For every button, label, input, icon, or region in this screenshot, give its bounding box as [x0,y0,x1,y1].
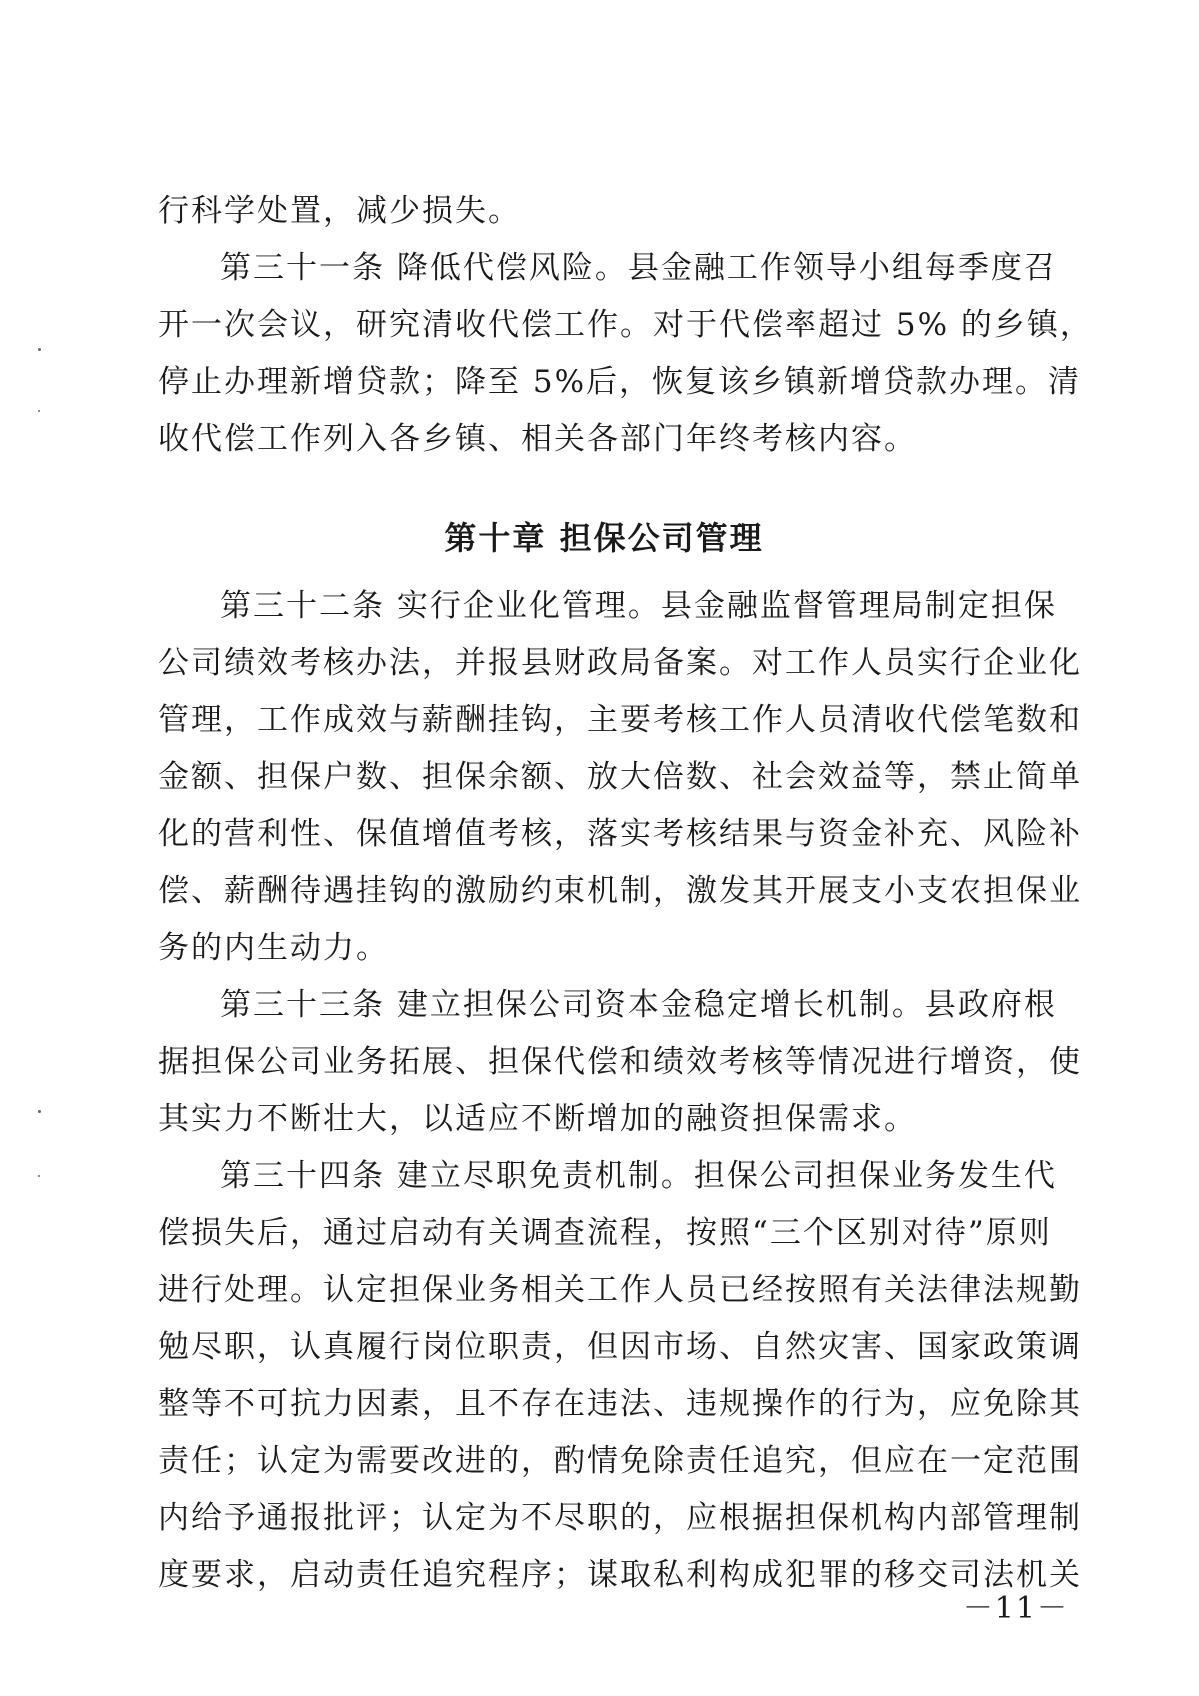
text-line: 内给予通报批评；认定为不尽职的，应根据担保机构内部管理制 [158,1500,1082,1536]
text-line: 开一次会议，研究清收代偿工作。对于代偿率超过 5% 的乡镇， [158,307,1093,343]
text-line: 收代偿工作列入各乡镇、相关各部门年终考核内容。 [158,421,917,457]
text-block-chapter-10 [158,521,1082,1604]
text-line: 务的内生动力。 [158,930,389,966]
margin-mark [38,348,41,351]
text-line: 据担保公司业务拓展、担保代偿和绩效考核等情况进行增资，使 [158,1044,1082,1080]
text-line: 管理，工作成效与薪酬挂钩，主要考核工作人员清收代偿笔数和 [158,702,1082,738]
text-line: 公司绩效考核办法，并报县财政局备案。对工作人员实行企业化 [158,645,1082,681]
page-number: －11－ [962,1591,1069,1626]
text-line: 进行处理。认定担保业务相关工作人员已经按照有关法律法规勤 [158,1272,1082,1308]
text-line: 责任；认定为需要改进的，酌情免除责任追究，但应在一定范围 [158,1443,1082,1479]
text-line: 第三十二条 实行企业化管理。县金融监督管理局制定担保 [220,588,1057,624]
chapter-title: 第十章 担保公司管理 [444,519,764,557]
margin-mark [38,1175,40,1177]
text-line: 整等不可抗力因素，且不存在违法、违规操作的行为，应免除其 [158,1386,1082,1422]
text-line: 其实力不断壮大，以适应不断增加的融资担保需求。 [158,1101,917,1137]
text-line: 偿损失后，通过启动有关调查流程，按照“三个区别对待”原则 [158,1215,1052,1251]
text-line: 第三十一条 降低代偿风险。县金融工作领导小组每季度召 [220,250,1057,286]
margin-mark [38,410,40,412]
text-line: 第三十四条 建立尽职免责机制。担保公司担保业务发生代 [220,1158,1057,1194]
text-line: 行科学处置，减少损失。 [158,193,521,229]
text-block-article-31 [158,183,1093,468]
text-line: 金额、担保户数、担保余额、放大倍数、社会效益等，禁止简单 [158,759,1082,795]
text-line: 化的营利性、保值增值考核，落实考核结果与资金补充、风险补 [158,816,1082,852]
text-line: 停止办理新增贷款；降至 5%后，恢复该乡镇新增贷款办理。清 [158,364,1082,400]
text-line: 第三十三条 建立担保公司资本金稳定增长机制。县政府根 [220,987,1057,1023]
text-line: 度要求，启动责任追究程序；谋取私利构成犯罪的移交司法机关 [158,1557,1082,1593]
text-line: 勉尽职，认真履行岗位职责，但因市场、自然灾害、国家政策调 [158,1329,1082,1365]
margin-mark [38,1110,41,1113]
text-line: 偿、薪酬待遇挂钩的激励约束机制，激发其开展支小支农担保业 [158,873,1082,909]
